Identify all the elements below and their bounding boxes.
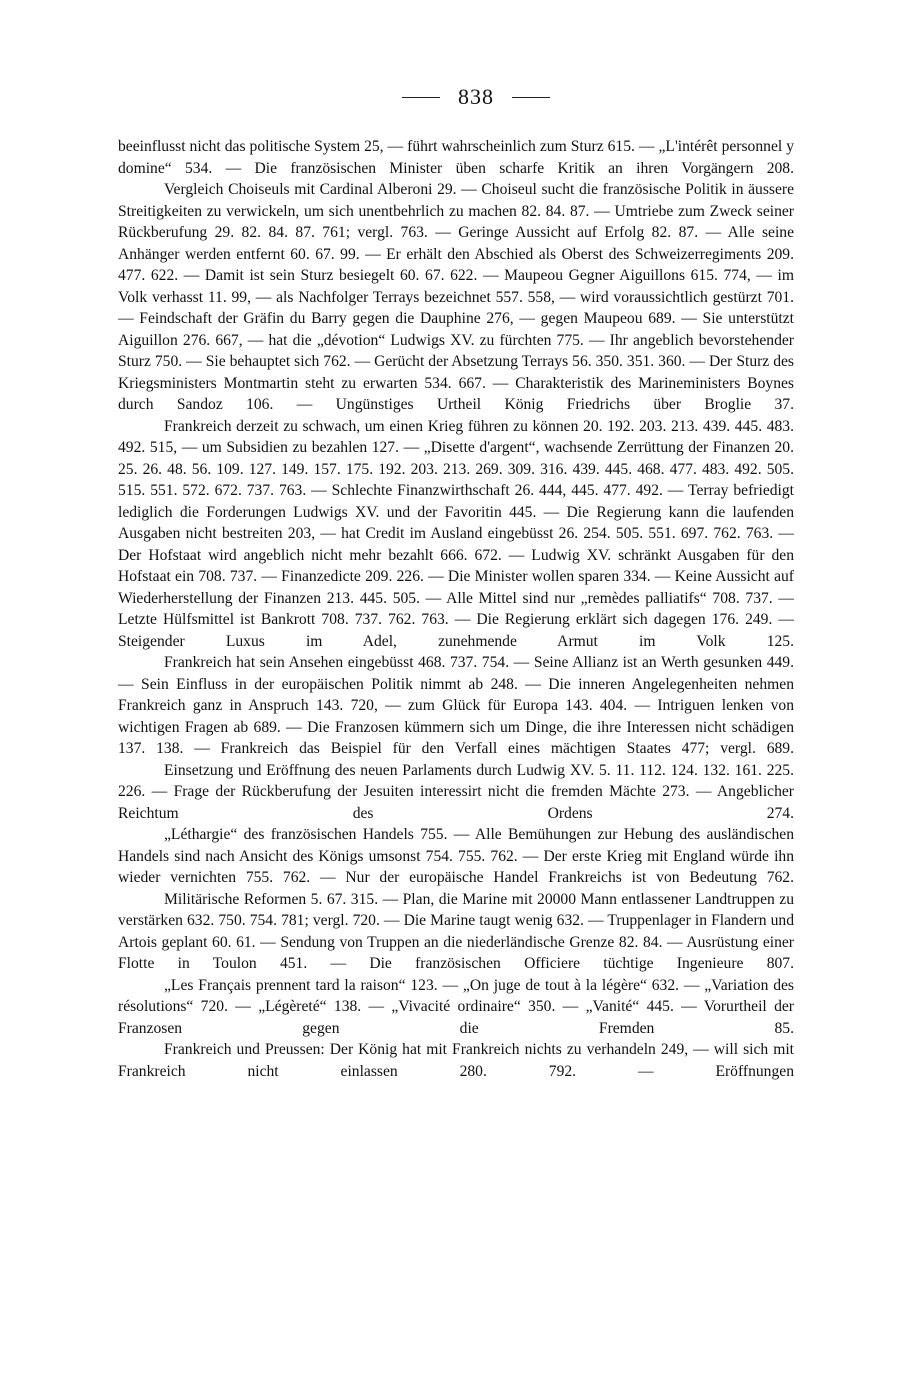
paragraph-finances: Frankreich derzeit zu schwach, um einen Krieg führen zu können 20. 192. 203. 213. 439. 445. 483. 492. 515, — um Subsidien zu bezahlen 127. — „Disette d'argent“, wachsende Zerrüttung der Finanzen 20. 25. 26. 48. 56. 109. 127. 149. 157. 175. 192. 203. 213. 269. 309. 316. 439. 445. 468. 477. 483. 492. 505. 515. 551. 572. 672. 737. 763. — Schlechte Finanzwirthschaft 26. 444, 445. 477. 492. — Terray befriedigt lediglich die Forderungen Ludwigs XV. und der Favoritin 445. — Die Regierung kann die laufenden Ausgaben nicht bestreiten 203, — hat Credit im Ausland eingebüsst 26. 254. 505. 551. 697. 762. 763. — Der Hofstaat wird angeblich nicht mehr bezahlt 666. 672. — Ludwig XV. schränkt Ausgaben für den Hofstaat ein 708. 737. — Finanzedicte 209. 226. — Die Minister wollen sparen 334. — Keine Aussicht auf Wiederherstellung der Finanzen 213. 445. 505. — Alle Mittel sind nur „remèdes palliatifs“ 708. 737. — Letzte Hülfsmittel ist Bankrott 708. 737. 762. 763. — Die Regierung erklärt sich dagegen 176. 249. — Steigender Luxus im Adel, zunehmende Armut im Volk 125. [118,417,794,650]
page-number: 838 [458,84,494,109]
paragraph-preussen: Frankreich und Preussen: Der König hat mit Frankreich nichts zu verhandeln 249, — will sich mit Frankreich nicht einlassen 280. 792. — Eröffnungen [118,1041,794,1080]
paragraph-continuation: beeinflusst nicht das politische System 25, — führt wahrscheinlich zum Sturz 615. — „L'intérêt personnel y domine“ 534. — Die französischen Minister üben scharfe Kritik an ihren Vorgängern 208. [118,138,794,177]
paragraph-ansehen: Frankreich hat sein Ansehen eingebüsst 468. 737. 754. — Seine Allianz ist an Werth gesunken 449. — Sein Einfluss in der europäischen Politik nimmt ab 248. — Die inneren Angelegenheiten nehmen Frankreich ganz in Anspruch 143. 720, — zum Glück für Europa 143. 404. — Intriguen lenken von wichtigen Fragen ab 689. — Die Franzosen kümmern sich um Dinge, die ihre Interessen nicht schädigen 137. 138. — Frankreich das Beispiel für den Verfall eines mächtigen Staates 477; vergl. 689. [118,654,794,757]
paragraph-choiseul: Vergleich Choiseuls mit Cardinal Alberoni 29. — Choiseul sucht die französische Politik in äussere Streitigkeiten zu verwickeln, um sich unentbehrlich zu machen 82. 84. 87. — Umtriebe zum Zweck seiner Rückberufung 29. 82. 84. 87. 761; vergl. 763. — Geringe Aussicht auf Erfolg 82. 87. — Alle seine Anhänger werden entfernt 60. 67. 99. — Er erhält den Abschied als Oberst des Schweizerregiments 209. 477. 622. — Damit ist sein Sturz besiegelt 60. 67. 622. — Maupeou Gegner Aiguillons 615. 774, — im Volk verhasst 11. 99, — als Nachfolger Terrays bezeichnet 557. 558, — wird voraussichtlich gestürzt 701. — Feindschaft der Gräfin du Barry gegen die Dauphine 276, — gegen Maupeou 689. — Sie unterstützt Aiguillon 276. 667, — hat die „dévotion“ Ludwigs XV. zu fürchten 775. — Ihr angeblich bevorstehender Sturz 750. — Sie behauptet sich 762. — Gerücht der Absetzung Terrays 56. 350. 351. 360. — Der Sturz des Kriegsministers Montmartin steht zu erwarten 534. 667. — Charakteristik des Marineministers Boynes durch Sandoz 106. — Ungünstiges Urtheil König Friedrichs über Broglie 37. [118,181,794,413]
paragraph-quotes: „Les Français prennent tard la raison“ 123. — „On juge de tout à la légère“ 632. — „Variation des résolutions“ 720. — „Légèreté“ 138. — „Vivacité ordinaire“ 350. — „Vanité“ 445. — Vorurtheil der Franzosen gegen die Fremden 85. [118,976,794,1037]
paragraph-militaer: Militärische Reformen 5. 67. 315. — Plan, die Marine mit 20000 Mann entlassener Landtruppen zu verstärken 632. 750. 754. 781; vergl. 720. — Die Marine taugt wenig 632. — Truppenlager in Flandern und Artois geplant 60. 61. — Sendung von Truppen an die niederländische Grenze 82. 84. — Ausrüstung einer Flotte in Toulon 451. — Die französischen Officiere tüchtige Ingenieure 807. [118,890,794,972]
header-rule-left [402,97,440,98]
header-rule-right [512,97,550,98]
paragraph-parlament: Einsetzung und Eröffnung des neuen Parlaments durch Ludwig XV. 5. 11. 112. 124. 132. 161. 225. 226. — Frage der Rückberufung der Jesuiten interessirt nicht die fremden Mächte 273. — Angeblicher Reichtum des Ordens 274. [118,761,794,822]
page-header [158,84,794,110]
paragraph-handel: „Léthargie“ des französischen Handels 755. — Alle Bemühungen zur Hebung des ausländischen Handels sind nach Ansicht des Königs umsonst 754. 755. 762. — Der erste Krieg mit England würde ihn wieder vernichten 755. 762. — Nur der europäische Handel Frankreichs ist von Bedeutung 762. [118,826,794,886]
